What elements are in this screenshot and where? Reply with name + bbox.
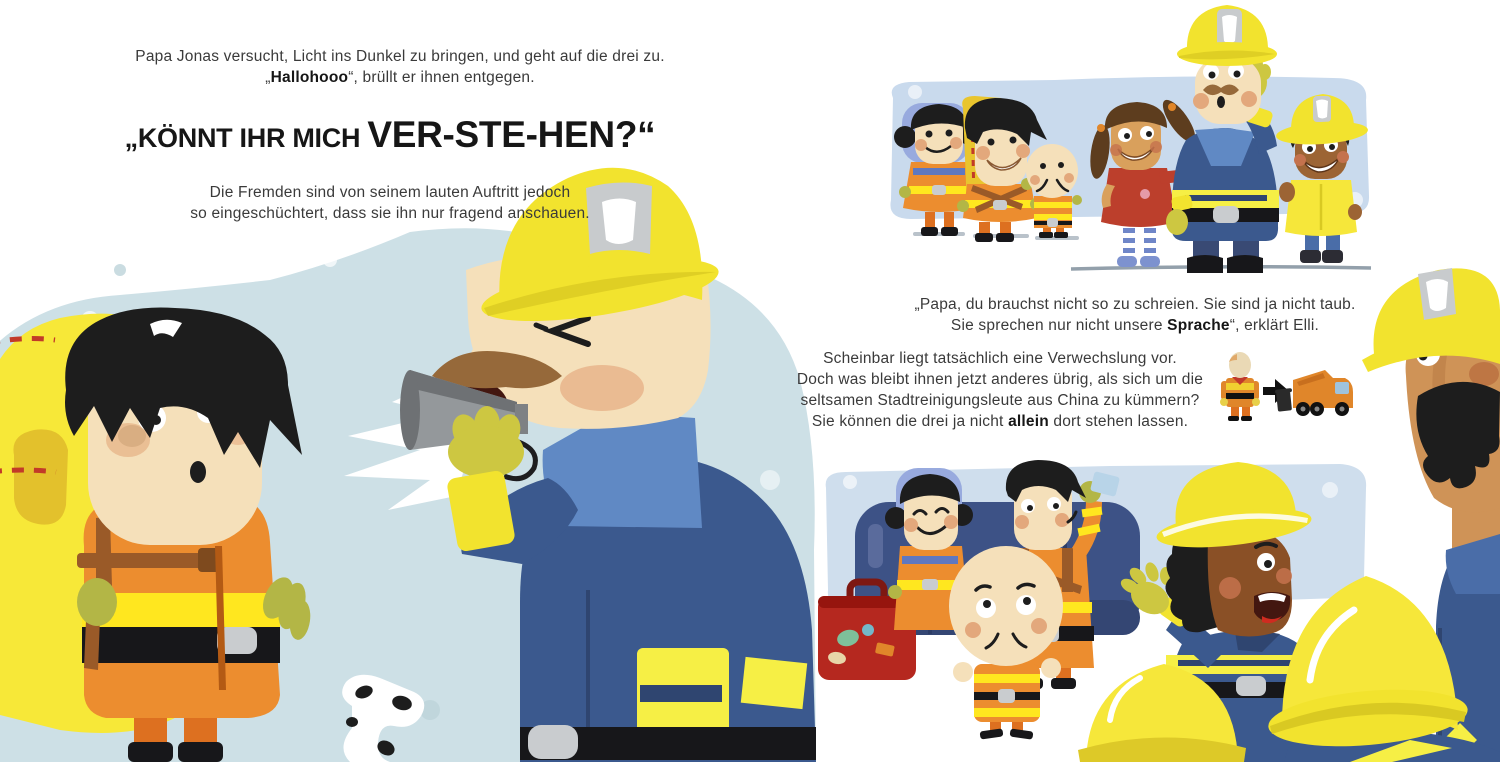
narration-line3: seltsamen Stadtreinigungsleute aus China zu kümmern? <box>800 392 1200 409</box>
elli-line2-bold: Sprache <box>1167 317 1230 334</box>
narration-line1: Scheinbar liegt tatsächlich eine Verwechslung vor. <box>823 350 1177 367</box>
narration-paragraph <box>775 348 1225 432</box>
elli-line1: „Papa, du brauchst nicht so zu schreien. Sie sind ja nicht taub. <box>914 296 1356 313</box>
reaction-line1: Die Fremden sind von seinem lauten Auftritt jedoch <box>209 184 571 201</box>
narration-line4-bold: allein <box>1008 413 1049 430</box>
elli-line2-pre: Sie sprechen nur nicht unsere <box>950 317 1168 334</box>
reaction-paragraph <box>150 182 630 224</box>
garbage-truck-icon <box>1275 370 1353 416</box>
intro-line2-rest: “, brüllt er ihnen entgegen. <box>348 69 535 86</box>
intro-line2-open: „ <box>265 69 271 86</box>
illustration-greeting-scene <box>855 0 1385 292</box>
narration-line4-pre: Sie können die drei ja nicht <box>811 413 1009 430</box>
narration-line4-post: dort stehen lassen. <box>1048 413 1189 430</box>
shout-headline <box>70 114 710 156</box>
stranger-child-front-figure <box>949 546 1063 740</box>
reaction-line2: so eingeschüchtert, dass sie ihn nur fragend anschauen. <box>190 205 590 222</box>
worker-truck-pictogram <box>1213 352 1353 424</box>
intro-line2-bold: Hallohooo <box>270 69 349 86</box>
elli-line2-post: “, erklärt Elli. <box>1229 317 1320 334</box>
intro-line1: Papa Jonas versucht, Licht ins Dunkel zu bringen, und geht auf die drei zu. <box>135 48 665 65</box>
elli-quote-paragraph <box>880 294 1390 336</box>
foreground-firefighter-back <box>1266 576 1500 762</box>
intro-paragraph <box>120 46 680 88</box>
headline-small: „KÖNNT IHR MICH <box>124 123 368 153</box>
narration-line2: Doch was bleibt ihnen jetzt anderes übrig, als sich um die <box>796 371 1204 388</box>
worker-figure <box>1220 352 1260 421</box>
illustration-left-scene <box>0 150 820 762</box>
elli-leggings <box>1117 225 1160 267</box>
headline-large: VER-STE-HEN?“ <box>367 114 656 155</box>
illustration-luggage-scene <box>810 430 1500 762</box>
